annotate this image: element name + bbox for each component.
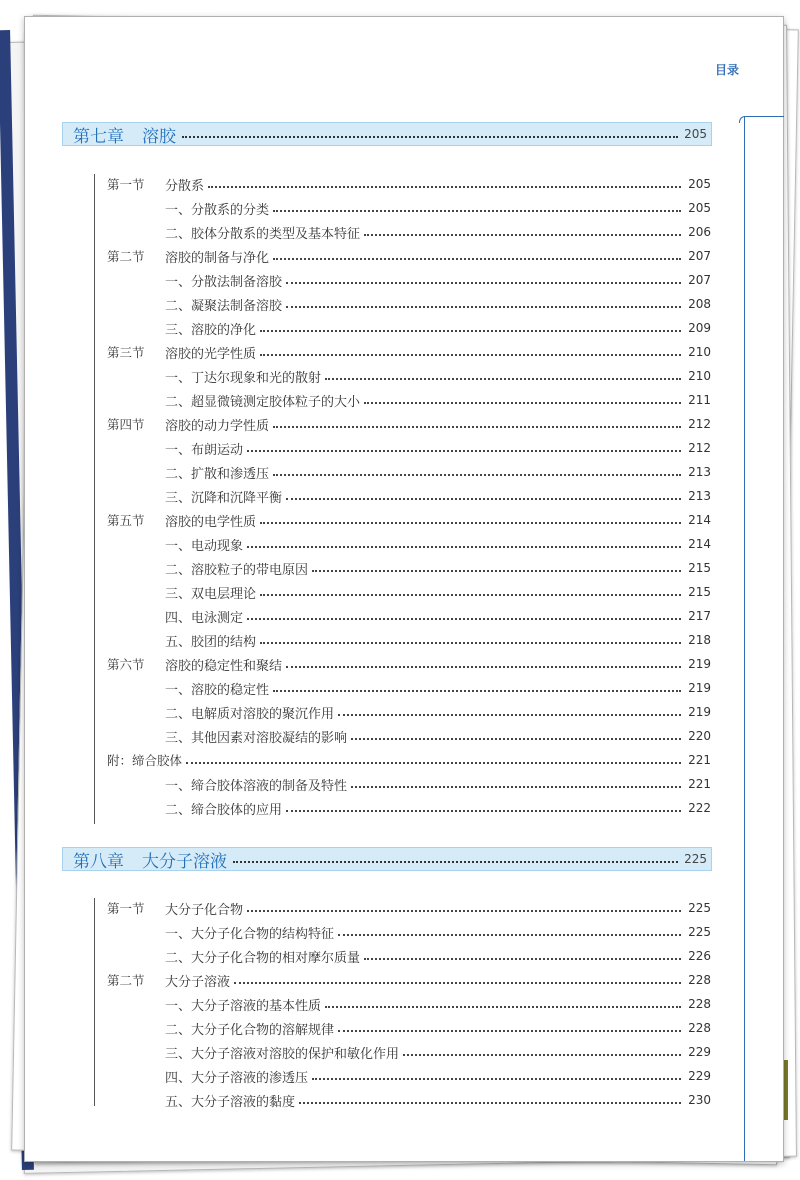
entry-title: 二、大分子化合物的相对摩尔质量	[165, 950, 361, 966]
entry-page: 228	[688, 997, 711, 1011]
entry-title: 溶胶的稳定性和聚结	[165, 658, 283, 674]
entry-title: 溶胶的电学性质	[165, 514, 257, 530]
leader-dots	[338, 934, 681, 936]
toc-entry[interactable]	[107, 1064, 711, 1088]
leader-dots	[260, 594, 681, 596]
section-bracket	[94, 898, 95, 1106]
leader-dots	[260, 330, 681, 332]
leader-dots	[286, 810, 681, 812]
chapter-number: 第七章	[73, 126, 124, 147]
entry-title: 三、大分子溶液对溶胶的保护和敏化作用	[165, 1046, 400, 1062]
leader-dots	[247, 618, 681, 620]
entry-page: 225	[688, 925, 711, 939]
entry-title: 二、扩散和渗透压	[165, 466, 270, 482]
section-label: 第一节	[107, 177, 145, 192]
leader-dots	[299, 1102, 681, 1104]
entry-page: 210	[688, 345, 711, 359]
toc-entry[interactable]	[107, 388, 711, 412]
toc-entry[interactable]	[107, 968, 711, 992]
entry-page: 229	[688, 1045, 711, 1059]
entry-page: 226	[688, 949, 711, 963]
toc-entry[interactable]	[107, 748, 711, 772]
entry-title: 三、溶胶的净化	[165, 322, 257, 338]
entry-title: 三、双电层理论	[165, 586, 257, 602]
entry-page: 205	[688, 201, 711, 215]
toc-entry[interactable]	[107, 508, 711, 532]
leader-dots	[247, 450, 681, 452]
chapter-title: 大分子溶液	[142, 851, 227, 872]
margin-rule-top	[744, 116, 784, 117]
entry-title: 五、大分子溶液的黏度	[165, 1094, 296, 1110]
toc-entry[interactable]	[107, 652, 711, 676]
entry-title: 溶胶的动力学性质	[165, 418, 270, 434]
toc-entry[interactable]	[107, 1016, 711, 1040]
leader-dots	[364, 402, 681, 404]
leader-dots	[273, 426, 681, 428]
entry-page: 228	[688, 1021, 711, 1035]
toc-entry[interactable]	[107, 196, 711, 220]
entry-page: 213	[688, 465, 711, 479]
entry-page: 229	[688, 1069, 711, 1083]
leader-dots	[234, 982, 681, 984]
entry-title: 四、电泳测定	[165, 610, 244, 626]
entry-title: 一、丁达尔现象和光的散射	[165, 370, 322, 386]
toc-entry[interactable]	[107, 436, 711, 460]
entry-title: 大分子化合物	[165, 902, 244, 918]
toc-entry[interactable]	[107, 220, 711, 244]
leader-dots	[325, 378, 681, 380]
leader-dots	[403, 1054, 681, 1056]
leader-dots	[233, 861, 678, 863]
entry-page: 215	[688, 561, 711, 575]
leader-dots	[364, 958, 681, 960]
leader-dots	[260, 522, 681, 524]
toc-list-ch8	[107, 896, 711, 1112]
leader-dots	[260, 642, 681, 644]
entry-title: 三、其他因素对溶胶凝结的影响	[165, 730, 348, 746]
entry-page: 220	[688, 729, 711, 743]
leader-dots	[260, 354, 681, 356]
page-header-label: 目录	[715, 63, 740, 77]
chapter-heading[interactable]	[62, 122, 712, 146]
leader-dots	[273, 690, 681, 692]
section-label: 第一节	[107, 901, 145, 916]
leader-dots	[273, 258, 681, 260]
entry-page: 206	[688, 225, 711, 239]
entry-page: 221	[688, 777, 711, 791]
entry-title: 一、分散法制备溶胶	[165, 274, 283, 290]
entry-title: 一、大分子化合物的结构特征	[165, 926, 335, 942]
entry-page: 212	[688, 417, 711, 431]
toc-entry[interactable]	[107, 772, 711, 796]
entry-page: 219	[688, 681, 711, 695]
entry-title: 溶胶的制备与净化	[165, 250, 270, 266]
entry-page: 217	[688, 609, 711, 623]
entry-page: 209	[688, 321, 711, 335]
leader-dots	[286, 306, 681, 308]
leader-dots	[338, 1030, 681, 1032]
chapter-heading[interactable]	[62, 847, 712, 871]
toc-entry[interactable]	[107, 364, 711, 388]
entry-title: 一、电动现象	[165, 538, 244, 554]
entry-page: 221	[688, 753, 711, 767]
toc-entry[interactable]	[107, 412, 711, 436]
toc-entry[interactable]	[107, 1040, 711, 1064]
toc-entry[interactable]	[107, 604, 711, 628]
entry-page: 210	[688, 369, 711, 383]
leader-dots	[364, 234, 681, 236]
toc-entry[interactable]	[107, 172, 711, 196]
entry-title: 二、超显微镜测定胶体粒子的大小	[165, 394, 361, 410]
entry-title: 二、电解质对溶胶的聚沉作用	[165, 706, 335, 722]
leader-dots	[338, 714, 681, 716]
section-label: 第二节	[107, 973, 145, 988]
toc-entry[interactable]	[107, 796, 711, 820]
chapter-number: 第八章	[73, 851, 124, 872]
chapter-title: 溶胶	[142, 126, 176, 147]
entry-page: 219	[688, 705, 711, 719]
toc-entry[interactable]	[107, 268, 711, 292]
toc-entry[interactable]	[107, 580, 711, 604]
entry-title: 一、布朗运动	[165, 442, 244, 458]
entry-page: 212	[688, 441, 711, 455]
toc-list-ch7	[107, 172, 711, 820]
entry-title: 二、溶胶粒子的带电原因	[165, 562, 309, 578]
toc-entry[interactable]	[107, 244, 711, 268]
toc-entry[interactable]	[107, 676, 711, 700]
entry-page: 214	[688, 513, 711, 527]
entry-page: 213	[688, 489, 711, 503]
entry-title: 二、胶体分散系的类型及基本特征	[165, 226, 361, 242]
entry-page: 230	[688, 1093, 711, 1107]
leader-dots	[273, 210, 681, 212]
entry-title: 一、缔合胶体溶液的制备及特性	[165, 778, 348, 794]
section-label: 第三节	[107, 345, 145, 360]
toc-entry[interactable]	[107, 532, 711, 556]
entry-page: 218	[688, 633, 711, 647]
entry-title: 一、大分子溶液的基本性质	[165, 998, 322, 1014]
entry-page: 215	[688, 585, 711, 599]
section-label: 第五节	[107, 513, 145, 528]
leader-dots	[312, 570, 681, 572]
leader-dots	[186, 762, 681, 764]
section-label: 第六节	[107, 657, 145, 672]
toc-entry[interactable]	[107, 700, 711, 724]
entry-page: 205	[688, 177, 711, 191]
leader-dots	[325, 1006, 681, 1008]
leader-dots	[351, 738, 681, 740]
entry-title: 二、大分子化合物的溶解规律	[165, 1022, 335, 1038]
section-label: 附：缔合胶体	[107, 753, 183, 768]
entry-page: 225	[688, 901, 711, 915]
entry-title: 溶胶的光学性质	[165, 346, 257, 362]
toc-entry[interactable]	[107, 896, 711, 920]
leader-dots	[286, 282, 681, 284]
leader-dots	[247, 546, 681, 548]
entry-page: 207	[688, 273, 711, 287]
toc-entry[interactable]	[107, 460, 711, 484]
leader-dots	[312, 1078, 681, 1080]
section-label: 第二节	[107, 249, 145, 264]
entry-title: 二、凝聚法制备溶胶	[165, 298, 283, 314]
entry-page: 219	[688, 657, 711, 671]
section-label: 第四节	[107, 417, 145, 432]
toc-entry[interactable]	[107, 992, 711, 1016]
leader-dots	[286, 498, 681, 500]
entry-title: 二、缔合胶体的应用	[165, 802, 283, 818]
leader-dots	[182, 136, 678, 138]
entry-page: 208	[688, 297, 711, 311]
entry-page: 214	[688, 537, 711, 551]
chapter-page: 205	[684, 127, 707, 141]
entry-title: 一、溶胶的稳定性	[165, 682, 270, 698]
entry-page: 222	[688, 801, 711, 815]
toc-entry[interactable]	[107, 1088, 711, 1112]
toc-entry[interactable]	[107, 484, 711, 508]
margin-rule	[744, 116, 745, 1161]
toc-entry[interactable]	[107, 628, 711, 652]
entry-page: 211	[688, 393, 711, 407]
toc-entry[interactable]	[107, 944, 711, 968]
entry-title: 五、胶团的结构	[165, 634, 257, 650]
toc-entry[interactable]	[107, 340, 711, 364]
toc-entry[interactable]	[107, 920, 711, 944]
entry-title: 大分子溶液	[165, 974, 231, 990]
entry-page: 207	[688, 249, 711, 263]
entry-title: 三、沉降和沉降平衡	[165, 490, 283, 506]
entry-title: 四、大分子溶液的渗透压	[165, 1070, 309, 1086]
leader-dots	[247, 910, 681, 912]
leader-dots	[351, 786, 681, 788]
entry-title: 一、分散系的分类	[165, 202, 270, 218]
section-bracket	[94, 174, 95, 824]
toc-entry[interactable]	[107, 556, 711, 580]
chapter-page: 225	[684, 852, 707, 866]
toc-entry[interactable]	[107, 292, 711, 316]
entry-title: 分散系	[165, 178, 205, 194]
leader-dots	[208, 186, 681, 188]
toc-entry[interactable]	[107, 316, 711, 340]
entry-page: 228	[688, 973, 711, 987]
toc-entry[interactable]	[107, 724, 711, 748]
leader-dots	[286, 666, 681, 668]
leader-dots	[273, 474, 681, 476]
